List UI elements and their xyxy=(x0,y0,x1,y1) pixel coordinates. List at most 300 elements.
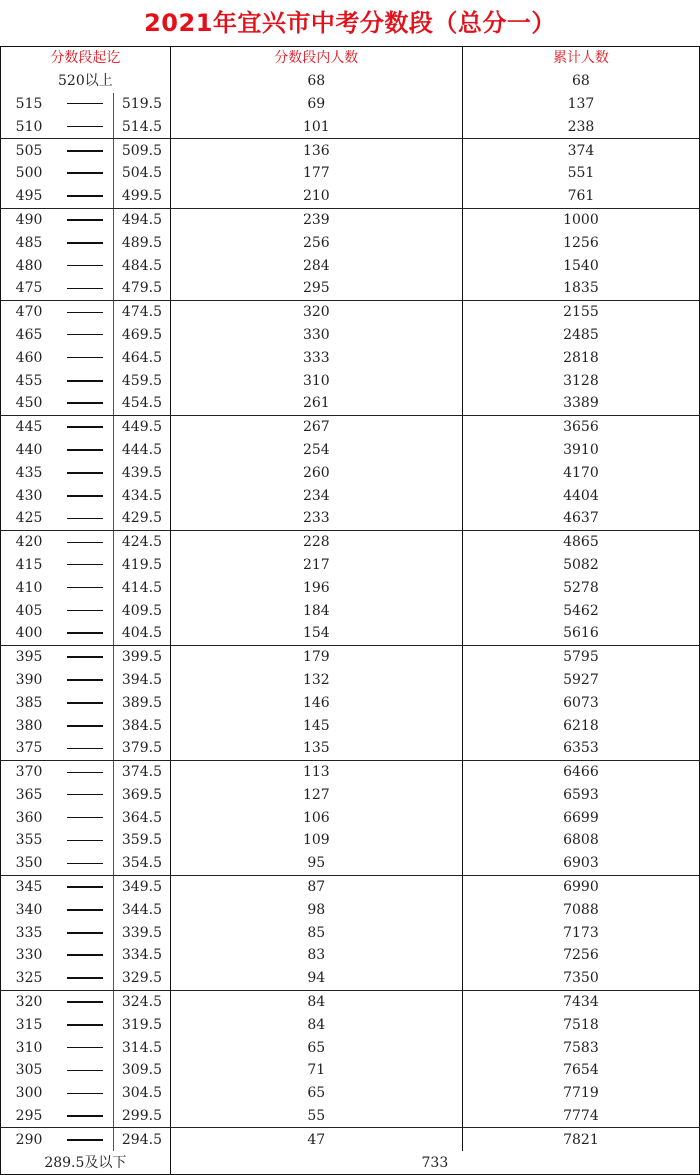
range-to: 494.5 xyxy=(114,208,171,231)
range-from: 435 xyxy=(1,461,58,484)
cumulative-count: 7654 xyxy=(462,1059,699,1082)
table-row xyxy=(1,967,700,990)
segment-count: 127 xyxy=(170,784,462,807)
cumulative-count: 7583 xyxy=(462,1036,699,1059)
segment-count: 210 xyxy=(170,185,462,208)
dash-separator xyxy=(67,1139,103,1141)
segment-count: 217 xyxy=(170,554,462,577)
range-dash xyxy=(57,208,114,231)
range-to: 344.5 xyxy=(114,898,171,921)
cumulative-count: 761 xyxy=(462,185,699,208)
dash-separator xyxy=(67,702,103,704)
range-dash xyxy=(57,346,114,369)
segment-count: 95 xyxy=(170,852,462,875)
range-dash xyxy=(57,714,114,737)
segment-count: 71 xyxy=(170,1059,462,1082)
segment-count: 65 xyxy=(170,1082,462,1105)
range-from: 400 xyxy=(1,622,58,645)
table-row xyxy=(1,898,700,921)
range-to: 339.5 xyxy=(114,921,171,944)
cumulative-count: 7256 xyxy=(462,944,699,967)
table-row xyxy=(1,1036,700,1059)
dash-separator xyxy=(67,587,103,588)
cumulative-count: 4637 xyxy=(462,507,699,530)
range-from: 455 xyxy=(1,369,58,392)
range-from: 325 xyxy=(1,967,58,990)
table-row xyxy=(1,645,700,668)
range-from: 345 xyxy=(1,875,58,898)
table-row xyxy=(1,530,700,553)
range-dash xyxy=(57,507,114,530)
range-from: 465 xyxy=(1,324,58,347)
range-dash xyxy=(57,415,114,438)
range-dash xyxy=(57,875,114,898)
dash-separator xyxy=(67,219,103,221)
dash-separator xyxy=(67,103,103,104)
table-row xyxy=(1,1128,700,1151)
range-dash xyxy=(57,93,114,116)
cumulative-count: 6353 xyxy=(462,737,699,760)
range-to: 414.5 xyxy=(114,576,171,599)
range-from: 510 xyxy=(1,115,58,138)
table-row xyxy=(1,622,700,645)
bottom-score-row xyxy=(1,1151,700,1174)
segment-count: 154 xyxy=(170,622,462,645)
range-to: 454.5 xyxy=(114,392,171,415)
table-row xyxy=(1,921,700,944)
table-row xyxy=(1,208,700,231)
range-dash xyxy=(57,392,114,415)
table-row xyxy=(1,324,700,347)
segment-count: 84 xyxy=(170,990,462,1013)
range-dash xyxy=(57,576,114,599)
range-from: 330 xyxy=(1,944,58,967)
dash-separator xyxy=(67,449,103,451)
cumulative-count: 2485 xyxy=(462,324,699,347)
table-row xyxy=(1,669,700,692)
cumulative-count: 6990 xyxy=(462,875,699,898)
segment-count: 55 xyxy=(170,1105,462,1128)
table-row xyxy=(1,576,700,599)
segment-count: 320 xyxy=(170,300,462,323)
dash-separator xyxy=(67,794,103,795)
range-dash xyxy=(57,737,114,760)
range-dash xyxy=(57,829,114,852)
range-dash xyxy=(57,185,114,208)
dash-separator xyxy=(67,150,103,152)
table-row xyxy=(1,461,700,484)
table-row xyxy=(1,944,700,967)
dash-separator xyxy=(67,772,103,773)
range-dash xyxy=(57,1105,114,1128)
table-row xyxy=(1,439,700,462)
cumulative-count: 238 xyxy=(462,115,699,138)
dash-separator xyxy=(67,1093,103,1094)
range-from: 515 xyxy=(1,93,58,116)
range-dash xyxy=(57,784,114,807)
table-row xyxy=(1,484,700,507)
cumulative-count: 1540 xyxy=(462,254,699,277)
segment-count: 87 xyxy=(170,875,462,898)
range-dash xyxy=(57,231,114,254)
range-to: 509.5 xyxy=(114,139,171,162)
range-to: 514.5 xyxy=(114,115,171,138)
dash-separator xyxy=(67,817,103,818)
range-to: 409.5 xyxy=(114,599,171,622)
cumulative-count: 7774 xyxy=(462,1105,699,1128)
range-to: 294.5 xyxy=(114,1128,171,1151)
table-row xyxy=(1,875,700,898)
dash-separator xyxy=(67,886,103,888)
range-to: 354.5 xyxy=(114,852,171,875)
range-from: 490 xyxy=(1,208,58,231)
dash-separator xyxy=(67,1047,103,1048)
segment-count: 84 xyxy=(170,1013,462,1036)
segment-count: 267 xyxy=(170,415,462,438)
segment-count: 179 xyxy=(170,645,462,668)
cumulative-count: 6218 xyxy=(462,714,699,737)
range-from: 500 xyxy=(1,162,58,185)
cumulative-count: 6903 xyxy=(462,852,699,875)
range-from: 425 xyxy=(1,507,58,530)
table-row xyxy=(1,1082,700,1105)
cumulative-count: 6073 xyxy=(462,691,699,714)
cumulative-count: 4170 xyxy=(462,461,699,484)
range-dash xyxy=(57,300,114,323)
range-from: 410 xyxy=(1,576,58,599)
range-dash xyxy=(57,1036,114,1059)
table-row xyxy=(1,507,700,530)
dash-separator xyxy=(67,610,103,611)
range-from: 320 xyxy=(1,990,58,1013)
segment-count: 101 xyxy=(170,115,462,138)
range-to: 469.5 xyxy=(114,324,171,347)
range-from: 495 xyxy=(1,185,58,208)
dash-separator xyxy=(67,932,103,934)
header-count: 分数段内人数 xyxy=(170,47,462,70)
range-dash xyxy=(57,967,114,990)
cumulative-count: 5462 xyxy=(462,599,699,622)
range-to: 304.5 xyxy=(114,1082,171,1105)
range-dash xyxy=(57,484,114,507)
range-to: 314.5 xyxy=(114,1036,171,1059)
dash-separator xyxy=(67,542,103,543)
range-to: 499.5 xyxy=(114,185,171,208)
segment-count: 98 xyxy=(170,898,462,921)
range-to: 474.5 xyxy=(114,300,171,323)
segment-count: 284 xyxy=(170,254,462,277)
range-to: 459.5 xyxy=(114,369,171,392)
header-cumulative: 累计人数 xyxy=(462,47,699,70)
range-to: 434.5 xyxy=(114,484,171,507)
cumulative-count: 1835 xyxy=(462,277,699,300)
dash-separator xyxy=(67,426,103,428)
cumulative-count: 137 xyxy=(462,93,699,116)
range-from: 355 xyxy=(1,829,58,852)
range-dash xyxy=(57,277,114,300)
table-row xyxy=(1,714,700,737)
range-dash xyxy=(57,599,114,622)
table-row xyxy=(1,737,700,760)
range-to: 429.5 xyxy=(114,507,171,530)
range-from: 460 xyxy=(1,346,58,369)
dash-separator xyxy=(67,1115,103,1117)
table-row xyxy=(1,254,700,277)
range-to: 324.5 xyxy=(114,990,171,1013)
segment-count: 136 xyxy=(170,139,462,162)
range-from: 380 xyxy=(1,714,58,737)
segment-count: 135 xyxy=(170,737,462,760)
range-dash xyxy=(57,439,114,462)
table-row xyxy=(1,554,700,577)
top-row-label: 520以上 xyxy=(1,70,171,93)
segment-count: 85 xyxy=(170,921,462,944)
range-dash xyxy=(57,852,114,875)
dash-separator xyxy=(67,977,103,979)
cumulative-count: 5278 xyxy=(462,576,699,599)
table-row xyxy=(1,369,700,392)
range-to: 359.5 xyxy=(114,829,171,852)
segment-count: 109 xyxy=(170,829,462,852)
range-to: 364.5 xyxy=(114,806,171,829)
dash-separator xyxy=(67,632,103,634)
segment-count: 310 xyxy=(170,369,462,392)
segment-count: 330 xyxy=(170,324,462,347)
range-to: 484.5 xyxy=(114,254,171,277)
range-dash xyxy=(57,1013,114,1036)
table-row xyxy=(1,1059,700,1082)
table-row xyxy=(1,185,700,208)
segment-count: 228 xyxy=(170,530,462,553)
dash-separator xyxy=(67,748,103,749)
table-row xyxy=(1,852,700,875)
range-dash xyxy=(57,760,114,783)
dash-separator xyxy=(67,518,103,519)
range-from: 390 xyxy=(1,669,58,692)
table-row xyxy=(1,162,700,185)
cumulative-count: 7434 xyxy=(462,990,699,1013)
segment-count: 254 xyxy=(170,439,462,462)
segment-count: 260 xyxy=(170,461,462,484)
range-dash xyxy=(57,944,114,967)
segment-count: 184 xyxy=(170,599,462,622)
range-to: 444.5 xyxy=(114,439,171,462)
segment-count: 106 xyxy=(170,806,462,829)
range-from: 445 xyxy=(1,415,58,438)
range-from: 450 xyxy=(1,392,58,415)
cumulative-count: 7088 xyxy=(462,898,699,921)
range-from: 430 xyxy=(1,484,58,507)
segment-count: 333 xyxy=(170,346,462,369)
range-to: 424.5 xyxy=(114,530,171,553)
segment-count: 69 xyxy=(170,93,462,116)
segment-count: 65 xyxy=(170,1036,462,1059)
table-row xyxy=(1,599,700,622)
cumulative-count: 3910 xyxy=(462,439,699,462)
range-to: 309.5 xyxy=(114,1059,171,1082)
range-from: 315 xyxy=(1,1013,58,1036)
cumulative-count: 6808 xyxy=(462,829,699,852)
cumulative-count: 6466 xyxy=(462,760,699,783)
range-dash xyxy=(57,622,114,645)
table-row xyxy=(1,231,700,254)
table-row xyxy=(1,829,700,852)
range-dash xyxy=(57,162,114,185)
table-row xyxy=(1,784,700,807)
table-row xyxy=(1,392,700,415)
range-to: 404.5 xyxy=(114,622,171,645)
dash-separator xyxy=(67,288,103,289)
table-row xyxy=(1,415,700,438)
dash-separator xyxy=(67,402,103,404)
segment-count: 94 xyxy=(170,967,462,990)
range-dash xyxy=(57,369,114,392)
range-from: 405 xyxy=(1,599,58,622)
dash-separator xyxy=(67,954,103,956)
cumulative-count: 7518 xyxy=(462,1013,699,1036)
range-from: 475 xyxy=(1,277,58,300)
cumulative-count: 1256 xyxy=(462,231,699,254)
range-to: 504.5 xyxy=(114,162,171,185)
range-to: 394.5 xyxy=(114,669,171,692)
score-table xyxy=(0,46,700,1175)
dash-separator xyxy=(67,863,103,864)
range-dash xyxy=(57,990,114,1013)
range-to: 319.5 xyxy=(114,1013,171,1036)
segment-count: 256 xyxy=(170,231,462,254)
dash-separator xyxy=(67,126,103,127)
segment-count: 239 xyxy=(170,208,462,231)
segment-count: 47 xyxy=(170,1128,462,1151)
cumulative-count: 4404 xyxy=(462,484,699,507)
table-row xyxy=(1,691,700,714)
top-row-cumulative: 68 xyxy=(462,70,699,93)
range-dash xyxy=(57,898,114,921)
top-row-count: 68 xyxy=(170,70,462,93)
range-dash xyxy=(57,115,114,138)
cumulative-count: 3128 xyxy=(462,369,699,392)
range-dash xyxy=(57,324,114,347)
score-table-body xyxy=(1,47,700,1175)
dash-separator xyxy=(67,909,103,911)
cumulative-count: 7350 xyxy=(462,967,699,990)
range-to: 449.5 xyxy=(114,415,171,438)
range-to: 349.5 xyxy=(114,875,171,898)
range-dash xyxy=(57,1059,114,1082)
segment-count: 146 xyxy=(170,691,462,714)
table-row xyxy=(1,115,700,138)
range-to: 519.5 xyxy=(114,93,171,116)
dash-separator xyxy=(67,312,103,313)
cumulative-count: 5795 xyxy=(462,645,699,668)
cumulative-count: 7173 xyxy=(462,921,699,944)
cumulative-count: 6593 xyxy=(462,784,699,807)
range-from: 340 xyxy=(1,898,58,921)
range-dash xyxy=(57,554,114,577)
segment-count: 234 xyxy=(170,484,462,507)
range-to: 369.5 xyxy=(114,784,171,807)
range-dash xyxy=(57,645,114,668)
dash-separator xyxy=(67,679,103,681)
dash-separator xyxy=(67,195,103,197)
bottom-row-label: 289.5及以下 xyxy=(1,1151,171,1174)
range-from: 335 xyxy=(1,921,58,944)
range-from: 440 xyxy=(1,439,58,462)
dash-separator xyxy=(67,472,103,474)
segment-count: 196 xyxy=(170,576,462,599)
range-dash xyxy=(57,139,114,162)
range-from: 395 xyxy=(1,645,58,668)
range-dash xyxy=(57,530,114,553)
range-from: 365 xyxy=(1,784,58,807)
segment-count: 113 xyxy=(170,760,462,783)
range-from: 360 xyxy=(1,806,58,829)
range-from: 385 xyxy=(1,691,58,714)
range-to: 464.5 xyxy=(114,346,171,369)
range-to: 419.5 xyxy=(114,554,171,577)
segment-count: 177 xyxy=(170,162,462,185)
range-from: 305 xyxy=(1,1059,58,1082)
dash-separator xyxy=(67,357,103,358)
dash-separator xyxy=(67,1070,103,1071)
cumulative-count: 6699 xyxy=(462,806,699,829)
dash-separator xyxy=(67,1024,103,1026)
table-row xyxy=(1,300,700,323)
range-dash xyxy=(57,1128,114,1151)
range-to: 399.5 xyxy=(114,645,171,668)
range-from: 505 xyxy=(1,139,58,162)
dash-separator xyxy=(67,495,103,497)
range-to: 479.5 xyxy=(114,277,171,300)
cumulative-count: 2155 xyxy=(462,300,699,323)
table-row xyxy=(1,139,700,162)
range-from: 295 xyxy=(1,1105,58,1128)
table-row xyxy=(1,990,700,1013)
range-dash xyxy=(57,461,114,484)
cumulative-count: 7719 xyxy=(462,1082,699,1105)
range-to: 329.5 xyxy=(114,967,171,990)
dash-separator xyxy=(67,242,103,244)
range-to: 379.5 xyxy=(114,737,171,760)
table-row xyxy=(1,1105,700,1128)
cumulative-count: 3656 xyxy=(462,415,699,438)
dash-separator xyxy=(67,380,103,382)
top-score-row xyxy=(1,70,700,93)
cumulative-count: 1000 xyxy=(462,208,699,231)
cumulative-count: 3389 xyxy=(462,392,699,415)
segment-count: 233 xyxy=(170,507,462,530)
segment-count: 295 xyxy=(170,277,462,300)
range-dash xyxy=(57,921,114,944)
range-to: 384.5 xyxy=(114,714,171,737)
table-row xyxy=(1,277,700,300)
range-to: 334.5 xyxy=(114,944,171,967)
cumulative-count: 5616 xyxy=(462,622,699,645)
range-to: 374.5 xyxy=(114,760,171,783)
range-dash xyxy=(57,1082,114,1105)
dash-separator xyxy=(67,265,103,266)
range-from: 310 xyxy=(1,1036,58,1059)
dash-separator xyxy=(67,334,103,335)
dash-separator xyxy=(67,656,103,658)
dash-separator xyxy=(67,840,103,841)
range-to: 299.5 xyxy=(114,1105,171,1128)
cumulative-count: 5927 xyxy=(462,669,699,692)
range-from: 290 xyxy=(1,1128,58,1151)
cumulative-count: 7821 xyxy=(462,1128,699,1151)
table-row xyxy=(1,806,700,829)
range-to: 439.5 xyxy=(114,461,171,484)
